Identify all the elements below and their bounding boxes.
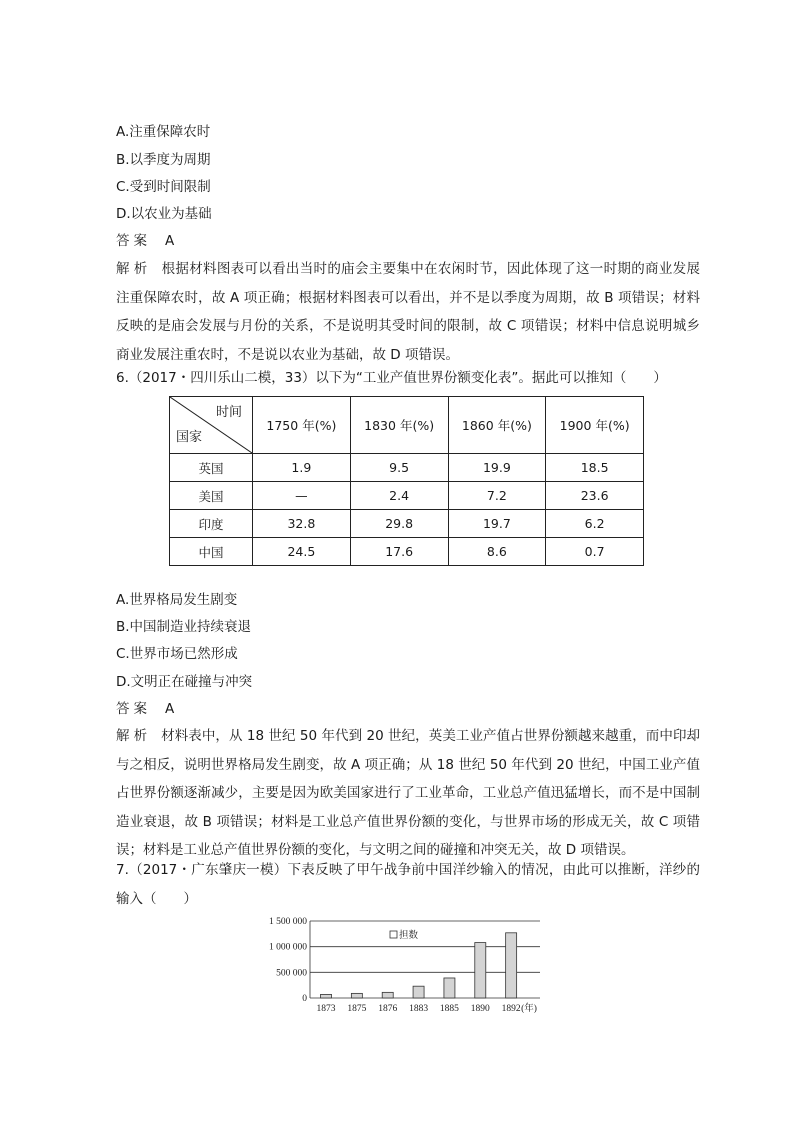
q6-option-c: C.世界市场已然形成: [116, 646, 238, 662]
table-cell: 0.7: [546, 538, 644, 566]
column-header: 1830 年(%): [350, 397, 448, 454]
table-cell: 2.4: [350, 482, 448, 510]
x-tick-label: 1875: [347, 1004, 367, 1014]
bar-1873: [321, 994, 332, 998]
legend-label: 担数: [399, 931, 419, 941]
y-tick-label: 1 500 000: [269, 917, 307, 927]
q6-analysis-text: 材料表中，从 18 世纪 50 年代到 20 世纪，英美工业产值占世界份额越来越重，而中印却与之相反，说明世界格局发生剧变，故 A 项正确；从 18 世纪 50 年代到 20 世纪，中国工业产值占世界份额逐渐减少，主要是因为欧美国家进行了工业革命，工业总产值迅猛增长，而不是中国制造业衰退，故 B 项错误；材料是工业总产值世界份额的变化，与世界市场的形成无关，故 C 项错误；材料是工业总产值世界份额的变化，与文明之间的碰撞和冲突无关，故 D 项错误。: [116, 728, 701, 858]
row-country: 美国: [170, 482, 253, 510]
y-tick-label: 1 000 000: [269, 942, 307, 953]
q6-analysis-label: 解析: [116, 728, 152, 744]
table-cell: 19.9: [448, 454, 546, 482]
table-cell: 32.8: [253, 510, 351, 538]
column-header: 1860 年(%): [448, 397, 546, 454]
table-cell: 23.6: [546, 482, 644, 510]
row-country: 英国: [170, 454, 253, 482]
q5-analysis: [116, 255, 700, 369]
table-cell: —: [253, 482, 351, 510]
q6-analysis: [116, 722, 700, 865]
legend-swatch: [390, 931, 397, 938]
bar-1890: [475, 943, 486, 998]
table-cell: 19.7: [448, 510, 546, 538]
q6-option-b: B.中国制造业持续衰退: [116, 619, 252, 635]
q5-answer-label: 答案: [116, 233, 151, 249]
q5-answer: [116, 232, 174, 250]
table-row: [170, 482, 644, 510]
x-tick-label: 1883: [409, 1004, 429, 1014]
q6-answer: [116, 700, 174, 718]
bar-1875: [351, 993, 362, 998]
q6-answer-value: A: [165, 701, 175, 717]
bar-1883: [413, 986, 424, 998]
q5-option-c: C.受到时间限制: [116, 179, 211, 195]
table-cell: 6.2: [546, 510, 644, 538]
q5-analysis-label: 解析: [116, 261, 152, 277]
x-tick-label: 1873: [316, 1004, 336, 1014]
table-cell: 29.8: [350, 510, 448, 538]
table-header-row: [170, 397, 644, 454]
row-country: 印度: [170, 510, 253, 538]
y-tick-label: 500 000: [276, 968, 307, 979]
x-axis-unit: (年): [521, 1004, 537, 1014]
q7-stem: 7.（2017・广东肇庆一模）下表反映了甲午战争前中国洋纱输入的情况，由此可以推断，洋纱的输入（ ）: [116, 862, 700, 907]
bar-1892: [506, 933, 517, 998]
bar-1885: [444, 978, 455, 998]
q6-stem: 6.（2017・四川乐山二模，33）以下为“工业产值世界份额变化表”。据此可以推知（ ）: [116, 370, 667, 386]
q6-option-a: A.世界格局发生剧变: [116, 592, 238, 608]
q5-option-b: B.以季度为周期: [116, 152, 211, 168]
table-corner-cell: [170, 397, 253, 454]
corner-label-time: 时间: [215, 405, 242, 420]
table-cell: 8.6: [448, 538, 546, 566]
x-tick-label: 1892: [501, 1004, 521, 1014]
table-row: [170, 538, 644, 566]
table-cell: 24.5: [253, 538, 351, 566]
x-tick-label: 1876: [378, 1004, 398, 1014]
table-row: [170, 454, 644, 482]
corner-label-country: 国家: [176, 430, 203, 445]
chart-legend: [390, 929, 419, 941]
table-cell: 18.5: [546, 454, 644, 482]
x-tick-label: 1890: [470, 1004, 490, 1014]
table-cell: 17.6: [350, 538, 448, 566]
column-header: 1900 年(%): [546, 397, 644, 454]
row-country: 中国: [170, 538, 253, 566]
y-tick-label: 0: [302, 994, 307, 1004]
q5-option-a: A.注重保障农时: [116, 124, 211, 140]
q5-option-d: D.以农业为基础: [116, 206, 212, 222]
q6-option-d: D.文明正在碰撞与冲突: [116, 674, 253, 690]
q5-answer-value: A: [165, 233, 175, 249]
q6-answer-label: 答案: [116, 701, 151, 717]
column-header: 1750 年(%): [253, 397, 351, 454]
table-cell: 7.2: [448, 482, 546, 510]
table-cell: 9.5: [350, 454, 448, 482]
bar-1876: [382, 992, 393, 998]
table-row: [170, 510, 644, 538]
x-tick-label: 1885: [439, 1004, 459, 1014]
industry-share-table: [169, 396, 644, 566]
table-cell: 1.9: [253, 454, 351, 482]
yarn-import-bar-chart: [262, 914, 562, 1016]
q5-analysis-text: 根据材料图表可以看出当时的庙会主要集中在农闲时节，因此体现了这一时期的商业发展注重保障农时，故 A 项正确；根据材料图表可以看出，并不是以季度为周期，故 B 项错误；材料反映的是庙会发展与月份的关系，不是说明其受时间的限制，故 C 项错误；材料中信息说明城乡商业发展注重农时，不是说以农业为基础，故 D 项错误。: [116, 261, 700, 363]
